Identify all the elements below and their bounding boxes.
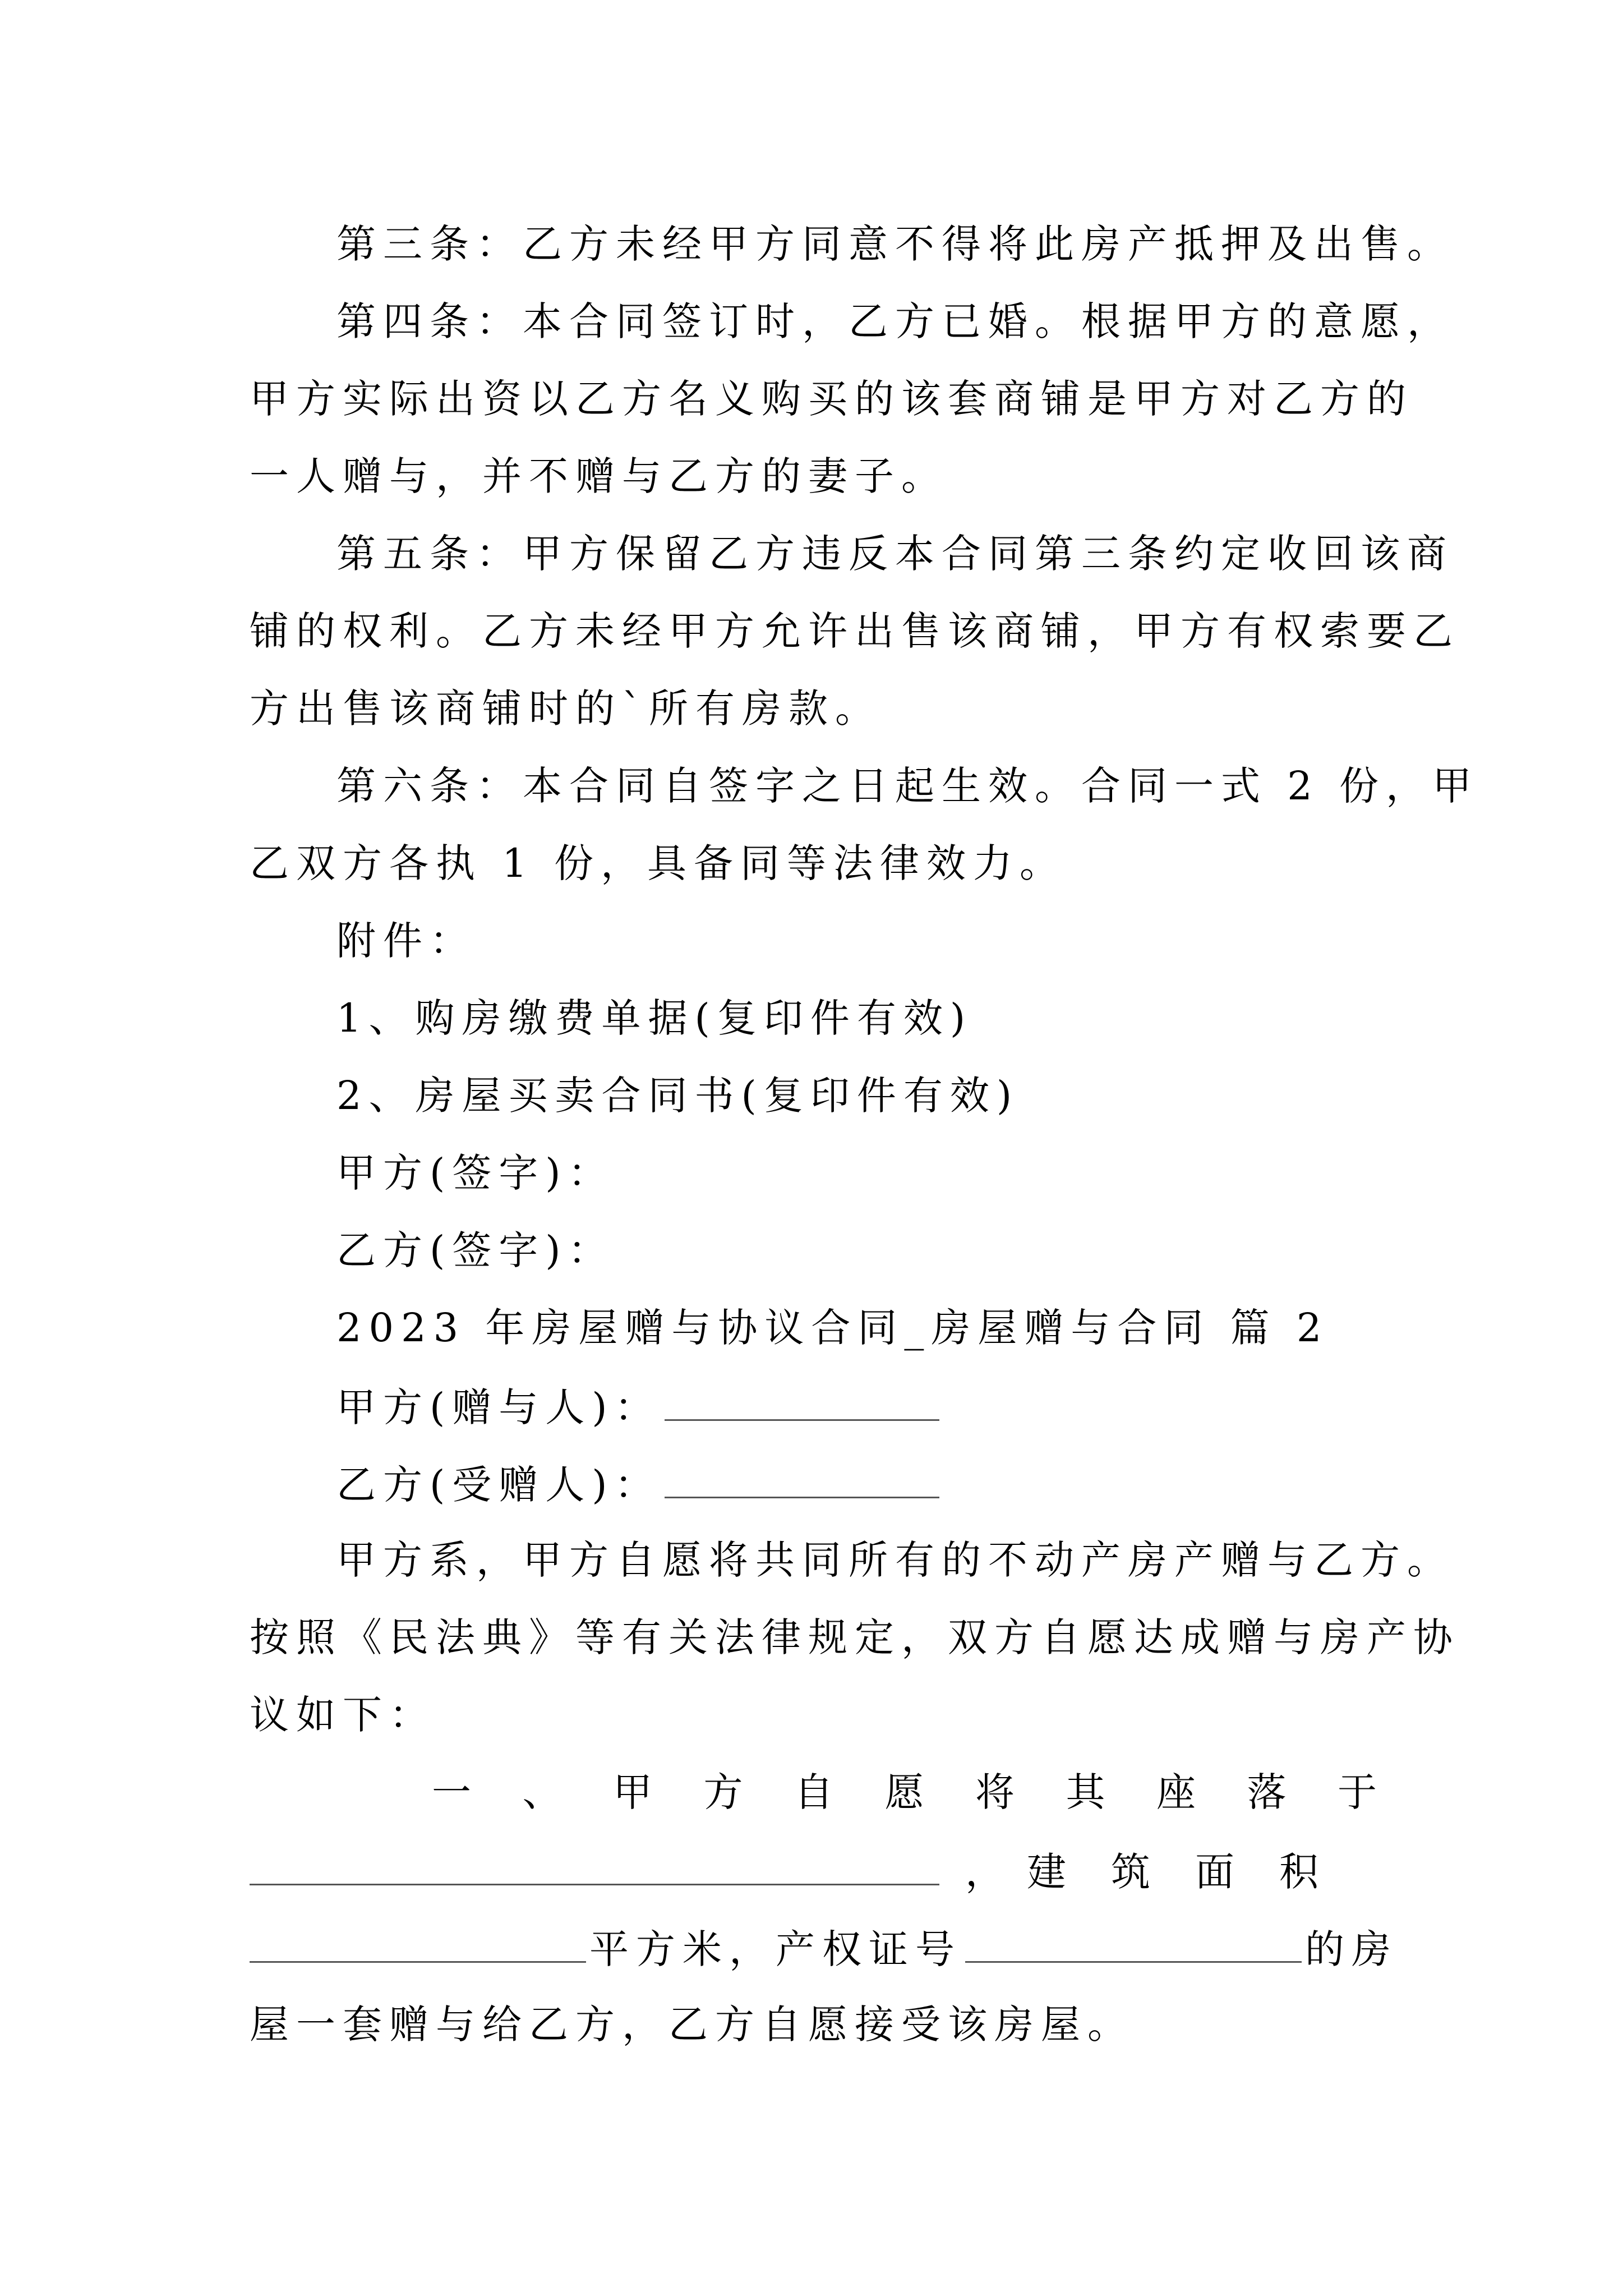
area-blank	[250, 1927, 586, 1963]
attachment-2: 2、房屋买卖合同书(复印件有效)	[336, 1073, 1020, 1119]
donor-name-blank	[665, 1386, 939, 1421]
clause-1-line-1	[432, 1769, 1377, 1818]
intro-line-3: 议如下：	[250, 1692, 436, 1738]
attachments-label: 附件：	[336, 918, 476, 964]
party-b-signature: 乙方(签字)：	[336, 1227, 615, 1273]
article-6-line-2: 乙双方各执 1 份，具备同等法律效力。	[250, 840, 1067, 886]
clause-1-line-2	[250, 1850, 1377, 1895]
intro-line-2: 按照《民法典》等有关法律规定，双方自愿达成赠与房产协	[250, 1614, 1460, 1660]
party-a-donor-label: 甲方(赠与人)：	[336, 1384, 661, 1430]
article-4-line-2: 甲方实际出资以乙方名义购买的该套商铺是甲方对乙方的	[250, 376, 1413, 422]
party-a-signature: 甲方(签字)：	[336, 1150, 615, 1196]
party-a-donor-line	[336, 1386, 1377, 1430]
article-6-line-1: 第六条：本合同自签字之日起生效。合同一式 2 份，甲	[336, 763, 1479, 809]
location-blank	[250, 1850, 939, 1885]
clause-1-line-3	[250, 1926, 1398, 1972]
article-5-line-3: 方出售该商铺时的`所有房款。	[250, 685, 882, 731]
article-5-line-2: 铺的权利。乙方未经甲方允许出售该商铺，甲方有权索要乙	[250, 608, 1460, 654]
clause-1-comma: ，	[965, 1849, 1004, 1895]
intro-line-1: 甲方系，甲方自愿将共同所有的不动产房产赠与乙方。	[336, 1537, 1454, 1583]
article-4-line-3: 一人赠与，并不赠与乙方的妻子。	[250, 453, 948, 499]
certificate-number-blank	[965, 1927, 1302, 1963]
clause-1-text: 一 、 甲 方 自 愿 将 其 座 落 于	[432, 1769, 1377, 1815]
article-5-line-1: 第五条：甲方保留乙方违反本合同第三条约定收回该商	[336, 531, 1454, 577]
section-2-title: 2023 年房屋赠与协议合同_房屋赠与合同 篇 2	[336, 1305, 1329, 1351]
donee-name-blank	[665, 1463, 939, 1498]
sqm-certificate-label: 平方米，产权证号	[589, 1926, 962, 1972]
party-b-donee-line	[336, 1463, 1377, 1508]
party-b-donee-label: 乙方(受赠人)：	[336, 1462, 661, 1508]
clause-1-line-4: 屋一套赠与给乙方，乙方自愿接受该房屋。	[250, 2001, 1134, 2047]
clause-1-line-3-end: 的房	[1305, 1926, 1398, 1972]
article-4-line-1: 第四条：本合同签订时，乙方已婚。根据甲方的意愿，	[336, 298, 1454, 344]
attachment-1: 1、购房缴费单据(复印件有效)	[336, 995, 973, 1041]
building-area-label: 建筑面积	[1027, 1849, 1363, 1895]
article-3: 第三条：乙方未经甲方同意不得将此房产抵押及出售。	[336, 221, 1454, 267]
